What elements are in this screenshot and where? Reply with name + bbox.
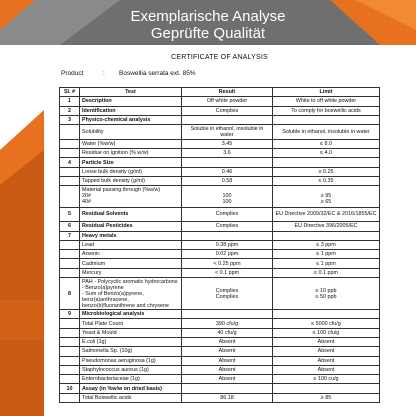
cell-result: Complies — [182, 222, 273, 231]
cell-test: Arsenic — [80, 250, 182, 259]
cell-limit: Absent — [273, 365, 380, 374]
cell-limit: ≤ 0.1 ppm — [273, 268, 380, 277]
cell-test: Loose bulk density (g/ml) — [80, 167, 182, 176]
table-row — [60, 268, 380, 277]
cell-test: Lead — [80, 240, 182, 249]
cell-result: Absent — [182, 338, 273, 347]
cell-limit: White to off white powder — [273, 97, 380, 106]
cell-sl-number: 4 — [60, 158, 80, 167]
header-subtitle: Geprüfte Qualität — [150, 25, 266, 42]
table-row — [60, 125, 380, 140]
cell-test: Cadmium — [80, 259, 182, 268]
table-row — [60, 139, 380, 148]
table-row — [60, 115, 380, 124]
cell-limit: ≤ 5000 cfu/g — [273, 319, 380, 328]
cell-result — [182, 310, 273, 319]
cell-test: PAH - Polycyclic aromatic hydrocarbons - Benzo(a)pyrene - Sum of Benzo(a)pyrene, benz(a)anthracene, benzo(b)fluoranthrene and chrysene — [80, 277, 182, 309]
certificate-sheet — [44, 49, 395, 416]
cell-sl-number: 2 — [60, 106, 80, 115]
cell-test: E.coli (1g) — [80, 338, 182, 347]
cell-sl-number — [60, 149, 80, 158]
cell-result: Absent — [182, 347, 273, 356]
cell-test: Residual Solvents — [80, 207, 182, 222]
cell-limit: ≤ 100 cu/g — [273, 375, 380, 384]
table-row — [60, 106, 380, 115]
cell-result: 0.02 ppm — [182, 250, 273, 259]
analysis-table — [59, 87, 380, 403]
table-row — [60, 375, 380, 384]
cell-result: 390 cfu/g — [182, 319, 273, 328]
cell-limit: EU Directive 2009/32/EC & 2016/1855/EC — [273, 207, 380, 222]
cell-result: 3.45 — [182, 139, 273, 148]
column-header-sl: Sl. # — [60, 88, 80, 97]
table-row — [60, 97, 380, 106]
cell-sl-number — [60, 167, 80, 176]
cell-limit: ≤ 10 ppb ≤ 50 ppb — [273, 277, 380, 309]
table-row — [60, 158, 380, 167]
column-header-test: Test — [80, 88, 182, 97]
cell-test: Description — [80, 97, 182, 106]
cell-limit: ≥ 95 ≥ 65 — [273, 186, 380, 207]
cell-test: Water (%w/w) — [80, 139, 182, 148]
cell-test: Residual Pesticides — [80, 222, 182, 231]
cell-limit: ≤ 3 ppm — [273, 240, 380, 249]
cell-result — [182, 384, 273, 393]
cell-limit: ≤ 8.0 — [273, 139, 380, 148]
column-header-limit: Limit — [273, 88, 380, 97]
cell-limit: ≤ 4.0 — [273, 149, 380, 158]
cell-sl-number — [60, 139, 80, 148]
table-row — [60, 338, 380, 347]
table-row — [60, 177, 380, 186]
table-row — [60, 365, 380, 374]
cell-sl-number — [60, 250, 80, 259]
cell-limit: ≥ 85 — [273, 393, 380, 402]
cell-sl-number — [60, 338, 80, 347]
cell-sl-number — [60, 393, 80, 402]
cell-limit — [273, 231, 380, 240]
cell-limit — [273, 115, 380, 124]
cell-limit — [273, 310, 380, 319]
cell-result: Absent — [182, 356, 273, 365]
cell-sl-number — [60, 177, 80, 186]
analysis-table-body — [60, 88, 380, 403]
cell-result: 100 100 — [182, 186, 273, 207]
cell-result — [182, 231, 273, 240]
cell-test: Pseudomonas aeruginosa (1g) — [80, 356, 182, 365]
cell-sl-number — [60, 259, 80, 268]
table-row — [60, 207, 380, 222]
cell-test: Heavy metals — [80, 231, 182, 240]
cell-limit — [273, 384, 380, 393]
cell-limit: Soluble in ethanol, insoluble in water — [273, 125, 380, 140]
cell-result: < 0.1 ppm — [182, 268, 273, 277]
cell-limit: ≤ 1 ppm — [273, 259, 380, 268]
cell-test: Tapped bulk density (g/ml) — [80, 177, 182, 186]
table-row — [60, 149, 380, 158]
cell-test: Physico-chemical analysis — [80, 115, 182, 124]
cell-sl-number: 7 — [60, 231, 80, 240]
cell-sl-number — [60, 347, 80, 356]
table-row — [60, 240, 380, 249]
column-header-result: Result — [182, 88, 273, 97]
cell-result: 86.18 — [182, 393, 273, 402]
cell-sl-number — [60, 356, 80, 365]
cell-sl-number: 8 — [60, 277, 80, 309]
cell-test: Mercury — [80, 268, 182, 277]
product-label: Product — [61, 70, 84, 77]
cell-limit: ≤ 0.35 — [273, 177, 380, 186]
cell-sl-number — [60, 375, 80, 384]
table-row — [60, 310, 380, 319]
cell-test: Assay (in %w/w on dried basis) — [80, 384, 182, 393]
cell-result: 0.38 ppm — [182, 240, 273, 249]
cell-result: Off white powder — [182, 97, 273, 106]
cell-sl-number: 10 — [60, 384, 80, 393]
table-row — [60, 259, 380, 268]
cell-result: 40 cfu/g — [182, 328, 273, 337]
cell-sl-number — [60, 328, 80, 337]
cell-sl-number: 3 — [60, 115, 80, 124]
cell-result: 0.58 — [182, 177, 273, 186]
table-row — [60, 167, 380, 176]
product-line — [61, 70, 196, 77]
table-row — [60, 347, 380, 356]
table-row — [60, 231, 380, 240]
cell-sl-number — [60, 268, 80, 277]
table-row — [60, 384, 380, 393]
cell-limit: Absent — [273, 347, 380, 356]
cell-result — [182, 115, 273, 124]
cell-result: Absent — [182, 375, 273, 384]
table-row — [60, 356, 380, 365]
certificate-title: CERTIFICATE OF ANALYSIS — [171, 54, 268, 61]
cell-sl-number — [60, 319, 80, 328]
table-header-row — [60, 88, 380, 97]
cell-result: Absent — [182, 365, 273, 374]
table-row — [60, 277, 380, 309]
cell-test: Enterobacteriaceae (1g) — [80, 375, 182, 384]
cell-result: Complies — [182, 106, 273, 115]
cell-test: Residue on ignition (% w/w) — [80, 149, 182, 158]
cell-test: Salmonella Sp. (10g) — [80, 347, 182, 356]
cell-test: Total Boswellic acids — [80, 393, 182, 402]
table-row — [60, 250, 380, 259]
cell-test: Identification — [80, 106, 182, 115]
cell-test: Microbiological analysis — [80, 310, 182, 319]
cell-sl-number — [60, 365, 80, 374]
cell-result: Complies Complies — [182, 277, 273, 309]
cell-result: Complies — [182, 207, 273, 222]
header-title: Exemplarische Analyse — [130, 8, 286, 25]
cell-limit: ≤ 100 cfu/g — [273, 328, 380, 337]
cell-sl-number: 6 — [60, 222, 80, 231]
cell-limit: ≤ 1 ppm — [273, 250, 380, 259]
cell-test: Yeast & Mould — [80, 328, 182, 337]
product-separator: : — [103, 70, 105, 77]
table-row — [60, 222, 380, 231]
cell-result: Soluble in ethanol, insoluble in water — [182, 125, 273, 140]
table-row — [60, 186, 380, 207]
cell-test: Particle Size — [80, 158, 182, 167]
cell-test: Total Plate Count — [80, 319, 182, 328]
cell-limit: ≥ 0.25 — [273, 167, 380, 176]
cell-test: Solubility — [80, 125, 182, 140]
cell-limit: Absent — [273, 356, 380, 365]
product-value: Boswellia serrata ext. 85% — [119, 70, 196, 77]
cell-sl-number: 5 — [60, 207, 80, 222]
table-row — [60, 319, 380, 328]
cell-limit — [273, 158, 380, 167]
cell-limit: To comply for boswellic acids — [273, 106, 380, 115]
cell-sl-number — [60, 240, 80, 249]
cell-result: 0.46 — [182, 167, 273, 176]
cell-sl-number: 1 — [60, 97, 80, 106]
cell-sl-number — [60, 186, 80, 207]
table-row — [60, 328, 380, 337]
cell-sl-number — [60, 125, 80, 140]
cell-result — [182, 158, 273, 167]
cell-test: Material passing through (%w/w) 20# 40# — [80, 186, 182, 207]
cell-limit: Absent — [273, 338, 380, 347]
table-row — [60, 393, 380, 402]
cell-result: 3.6 — [182, 149, 273, 158]
cell-limit: EU Directive 396/2005/EC — [273, 222, 380, 231]
cell-sl-number: 9 — [60, 310, 80, 319]
cell-result: < 0.25 ppm — [182, 259, 273, 268]
cell-test: Staphylococcus aureus (1g) — [80, 365, 182, 374]
